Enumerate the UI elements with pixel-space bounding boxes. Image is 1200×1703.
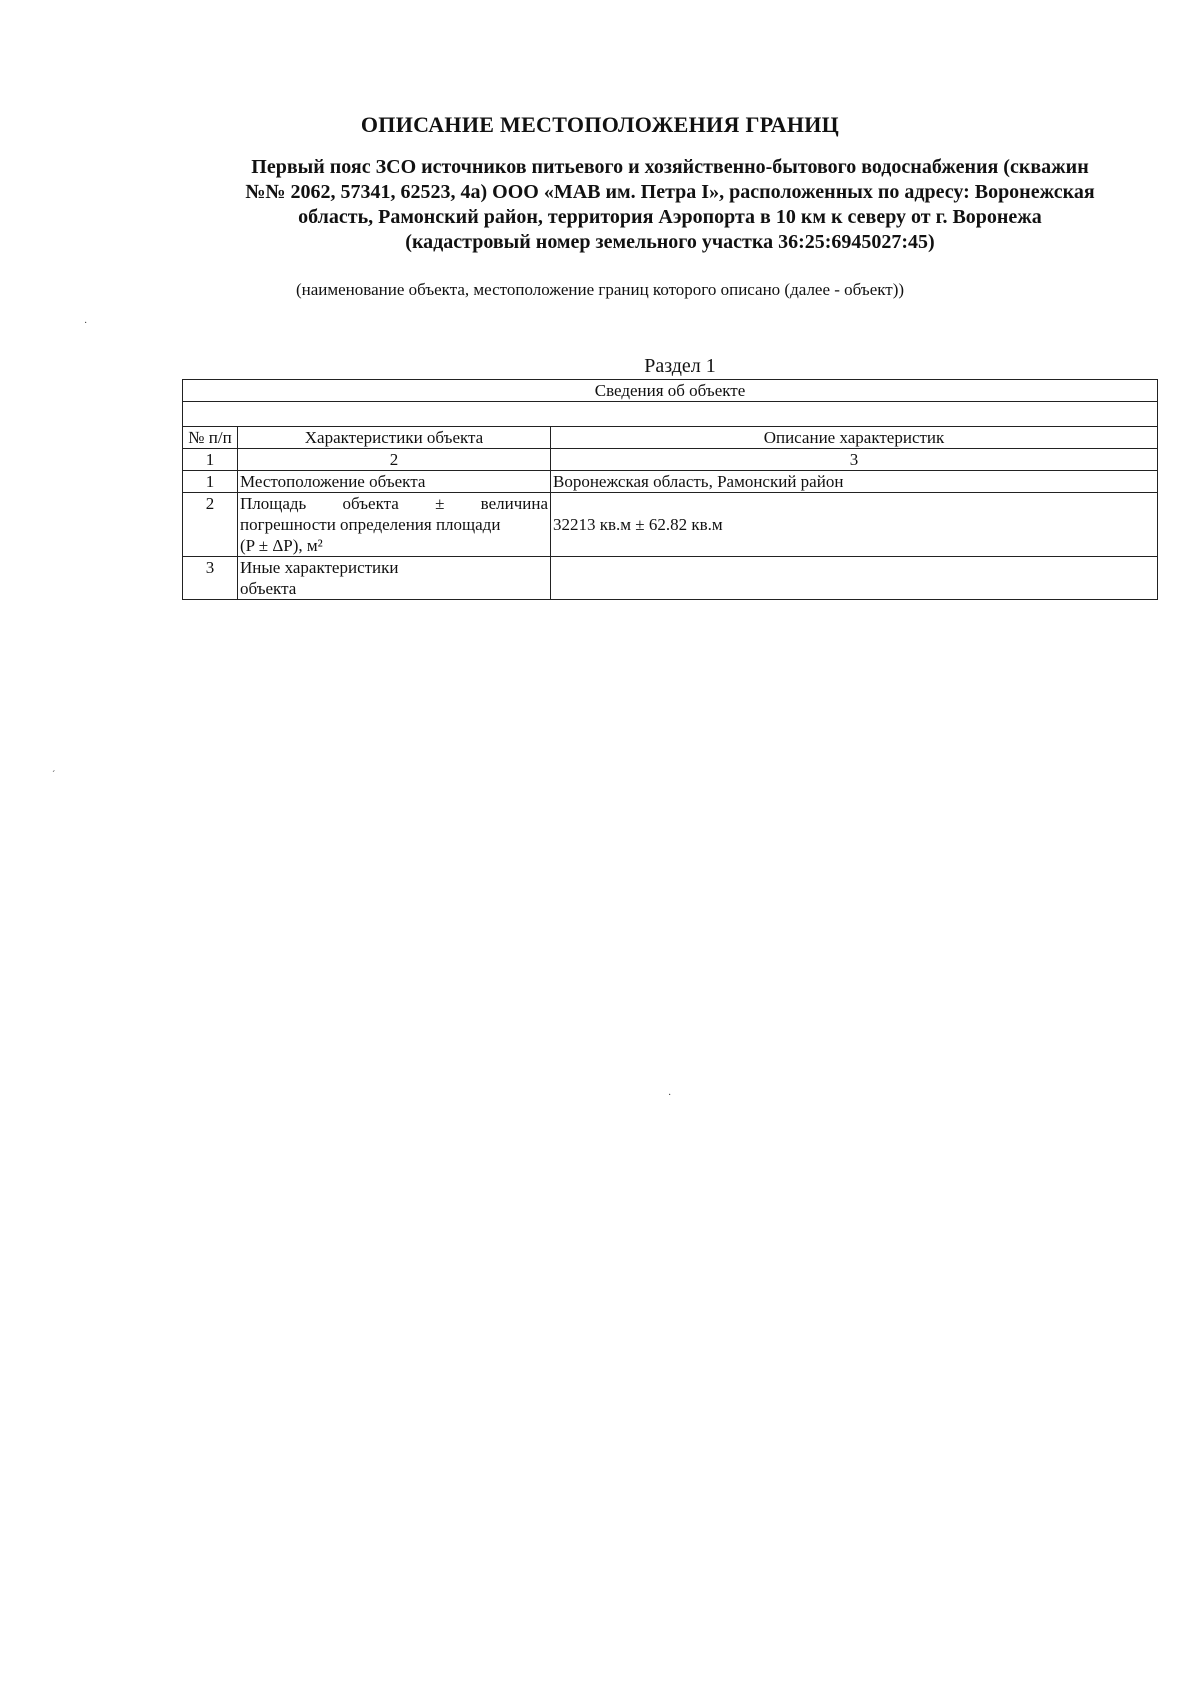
header-description: Описание характеристик [551, 427, 1158, 449]
scan-speck: · [84, 318, 88, 329]
table-row [183, 557, 1158, 600]
row-num: 1 [183, 471, 238, 493]
row-description [551, 557, 1158, 600]
row-characteristic-line: Иные характеристики [240, 558, 399, 577]
row-description: Воронежская область, Рамонский район [551, 471, 1158, 493]
table-header-row [183, 427, 1158, 449]
row-num: 2 [183, 493, 238, 557]
subtitle-line-3: область, Рамонский район, территория Аэропорта в 10 км к северу от г. Воронежа [298, 206, 1042, 228]
header-num: № п/п [183, 427, 238, 449]
table-row [183, 493, 1158, 557]
page-title: ОПИСАНИЕ МЕСТОПОЛОЖЕНИЯ ГРАНИЦ [360, 112, 840, 137]
object-name-heading [195, 155, 1145, 255]
table-row [183, 471, 1158, 493]
section-title: Раздел 1 [644, 355, 716, 377]
table-caption: Сведения об объекте [183, 380, 1158, 402]
subtitle-line-4: (кадастровый номер земельного участка 36:25:6945027:45) [405, 231, 935, 253]
column-number: 2 [238, 449, 551, 471]
object-info-table [182, 379, 1158, 600]
row-characteristic: Местоположение объекта [238, 471, 551, 493]
table-empty-row [183, 402, 1158, 427]
row-characteristic-line: погрешности определения площади [240, 515, 501, 534]
subtitle-line-1: Первый пояс ЗСО источников питьевого и хозяйственно-бытового водоснабжения (скважин [251, 156, 1089, 178]
row-characteristic-line: Площадь объекта ± величина [240, 494, 548, 513]
scan-speck: ´ [52, 770, 56, 781]
row-characteristic-line: объекта [240, 579, 297, 598]
row-characteristic-line: (P ± ΔP), м² [240, 536, 323, 555]
column-number: 3 [551, 449, 1158, 471]
row-num: 3 [183, 557, 238, 600]
subtitle-line-2: №№ 2062, 57341, 62523, 4а) ООО «МАВ им. Петра I», расположенных по адресу: Воронежская [245, 181, 1095, 203]
object-caption: (наименование объекта, местоположение границ которого описано (далее - объект)) [295, 280, 905, 299]
header-characteristic: Характеристики объекта [238, 427, 551, 449]
column-number: 1 [183, 449, 238, 471]
row-characteristic [238, 557, 551, 600]
row-characteristic [238, 493, 551, 557]
row-description: 32213 кв.м ± 62.82 кв.м [551, 493, 1158, 557]
column-number-row [183, 449, 1158, 471]
scan-speck: · [668, 1090, 672, 1101]
